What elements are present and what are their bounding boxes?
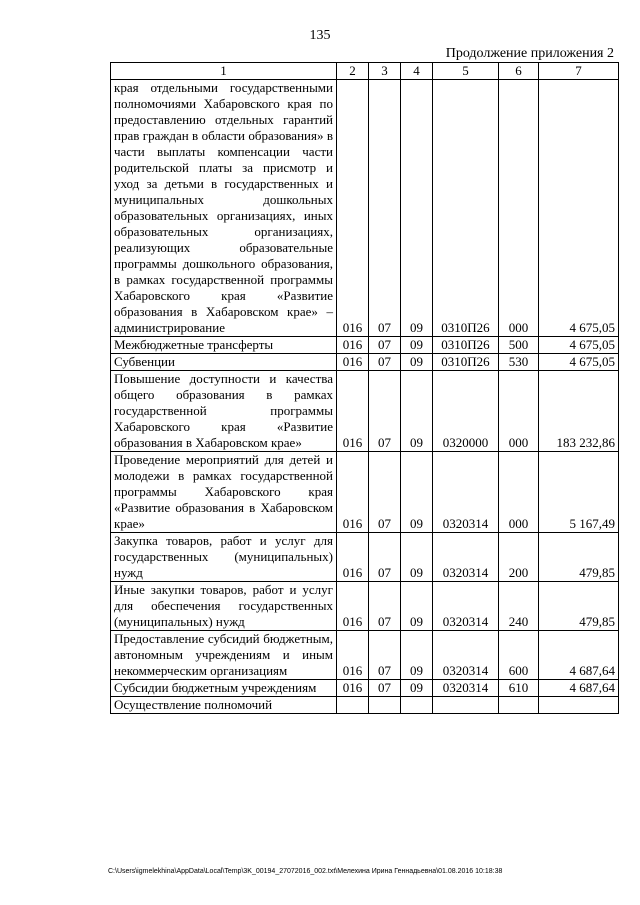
cell-expense-type: 240 [499, 582, 539, 631]
row-description: Межбюджетные трансферты [111, 337, 337, 354]
cell-target-article: 0320314 [433, 582, 499, 631]
cell-expense-type: 000 [499, 452, 539, 533]
column-header: 1 [111, 63, 337, 80]
cell-ministry: 016 [337, 452, 369, 533]
file-path-footer: C:\Users\igmelekhina\AppData\Local\Temp\3K_00194_27072016_002.txt\Мелехина Ирина Геннадьевна\01.08.2016 10:18:38 [108, 868, 503, 875]
table-row [111, 680, 619, 697]
cell-ministry: 016 [337, 533, 369, 582]
budget-table [110, 62, 619, 714]
cell-ministry [337, 697, 369, 714]
table-row [111, 631, 619, 680]
cell-target-article: 0310П26 [433, 354, 499, 371]
cell-amount: 4 675,05 [539, 354, 619, 371]
column-header: 4 [401, 63, 433, 80]
cell-target-article [433, 697, 499, 714]
row-description: Субвенции [111, 354, 337, 371]
cell-ministry: 016 [337, 582, 369, 631]
table-row [111, 337, 619, 354]
cell-subsection: 09 [401, 631, 433, 680]
cell-section: 07 [369, 354, 401, 371]
row-description: Проведение мероприятий для детей и молодежи в рамках государственной программы Хабаровского края «Развитие образования в Хабаровском крае» [111, 452, 337, 533]
cell-expense-type: 000 [499, 80, 539, 337]
cell-target-article: 0320314 [433, 680, 499, 697]
cell-section: 07 [369, 631, 401, 680]
cell-subsection: 09 [401, 354, 433, 371]
row-description: Повышение доступности и качества общего образования в рамках государственной программы Хабаровского края «Развитие образования в Хабаровском крае» [111, 371, 337, 452]
row-description: края отдельными государственными полномочиями Хабаровского края по предоставлению отдельных гарантий прав граждан в области образования» в части выплаты компенсации части родительской платы за присмотр и уход за детьми в государственных и муниципальных дошкольных образовательных организациях, иных образовательных организациях, реализующих образовательные программы дошкольного образования, в рамках государственной программы Хабаровского края «Развитие образования в Хабаровском крае» – администрирование [111, 80, 337, 337]
cell-section: 07 [369, 337, 401, 354]
cell-target-article: 0310П26 [433, 80, 499, 337]
table-row [111, 533, 619, 582]
cell-expense-type: 530 [499, 354, 539, 371]
table-row [111, 697, 619, 714]
row-description: Иные закупки товаров, работ и услуг для обеспечения государственных (муниципальных) нужд [111, 582, 337, 631]
cell-subsection: 09 [401, 582, 433, 631]
cell-ministry: 016 [337, 354, 369, 371]
cell-target-article: 0320314 [433, 452, 499, 533]
cell-expense-type: 600 [499, 631, 539, 680]
cell-section [369, 697, 401, 714]
cell-amount: 5 167,49 [539, 452, 619, 533]
row-description: Предоставление субсидий бюджетным, автономным учреждениям и иным некоммерческим организациям [111, 631, 337, 680]
cell-ministry: 016 [337, 631, 369, 680]
table-row [111, 371, 619, 452]
cell-expense-type: 200 [499, 533, 539, 582]
row-description: Закупка товаров, работ и услуг для государственных (муниципальных) нужд [111, 533, 337, 582]
table-row [111, 354, 619, 371]
cell-subsection: 09 [401, 80, 433, 337]
table-row [111, 452, 619, 533]
cell-ministry: 016 [337, 337, 369, 354]
cell-section: 07 [369, 371, 401, 452]
cell-ministry: 016 [337, 371, 369, 452]
cell-subsection: 09 [401, 371, 433, 452]
table-row [111, 582, 619, 631]
cell-ministry: 016 [337, 80, 369, 337]
column-header: 3 [369, 63, 401, 80]
cell-subsection [401, 697, 433, 714]
column-header: 5 [433, 63, 499, 80]
continuation-label: Продолжение приложения 2 [445, 46, 614, 61]
cell-section: 07 [369, 452, 401, 533]
cell-expense-type: 500 [499, 337, 539, 354]
cell-amount: 4 687,64 [539, 631, 619, 680]
cell-amount: 4 675,05 [539, 80, 619, 337]
cell-expense-type: 000 [499, 371, 539, 452]
cell-expense-type [499, 697, 539, 714]
cell-target-article: 0320314 [433, 533, 499, 582]
cell-section: 07 [369, 680, 401, 697]
cell-amount: 4 687,64 [539, 680, 619, 697]
cell-target-article: 0320000 [433, 371, 499, 452]
cell-target-article: 0310П26 [433, 337, 499, 354]
cell-ministry: 016 [337, 680, 369, 697]
cell-subsection: 09 [401, 337, 433, 354]
cell-expense-type: 610 [499, 680, 539, 697]
table-row [111, 80, 619, 337]
cell-subsection: 09 [401, 533, 433, 582]
cell-section: 07 [369, 582, 401, 631]
column-header: 6 [499, 63, 539, 80]
page-number: 135 [309, 28, 331, 43]
cell-amount [539, 697, 619, 714]
column-header: 2 [337, 63, 369, 80]
cell-amount: 479,85 [539, 582, 619, 631]
column-header: 7 [539, 63, 619, 80]
row-description: Осуществление полномочий [111, 697, 337, 714]
row-description: Субсидии бюджетным учреждениям [111, 680, 337, 697]
cell-amount: 4 675,05 [539, 337, 619, 354]
cell-amount: 479,85 [539, 533, 619, 582]
cell-subsection: 09 [401, 680, 433, 697]
cell-subsection: 09 [401, 452, 433, 533]
cell-amount: 183 232,86 [539, 371, 619, 452]
cell-section: 07 [369, 80, 401, 337]
table-header-row [111, 63, 619, 80]
cell-section: 07 [369, 533, 401, 582]
cell-target-article: 0320314 [433, 631, 499, 680]
